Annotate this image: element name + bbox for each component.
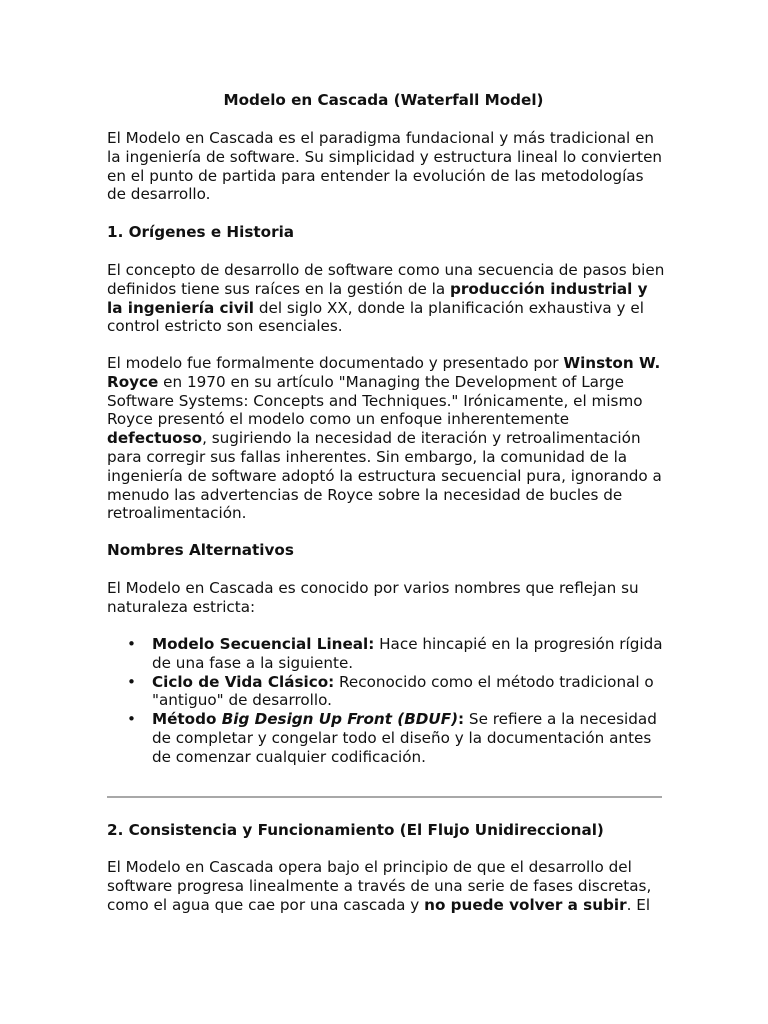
- bold-run: no puede volver a subir: [424, 895, 627, 914]
- text-run: . El: [626, 895, 651, 914]
- bullet-icon: •: [127, 710, 136, 729]
- text-run: El concepto de desarrollo de software como una secuencia de pasos bien definidos tiene sus raíces en la gestión de la: [107, 261, 665, 298]
- text-run: El modelo fue formalmente documentado y presentado por: [107, 354, 564, 372]
- list-desc: Hace hincapié en la progresión rígida de una fase a la siguiente.: [152, 635, 663, 672]
- document-title: Modelo en Cascada (Waterfall Model): [223, 91, 544, 109]
- consistency-paragraph: [107, 858, 667, 914]
- alt-names-list: [107, 635, 667, 767]
- origins-paragraph-2: [107, 354, 667, 523]
- bullet-icon: •: [127, 635, 136, 653]
- list-term: Ciclo de Vida Clásico:: [152, 672, 335, 691]
- list-item: [107, 635, 667, 673]
- origins-paragraph-1: [107, 261, 667, 336]
- horizontal-divider: [107, 796, 662, 798]
- alt-names-intro: El Modelo en Cascada es conocido por varios nombres que reflejan su naturaleza estricta:: [107, 579, 639, 616]
- text-run: del siglo XX, donde la planificación exhaustiva y el control estricto son esenciales.: [107, 298, 644, 336]
- bold-run: defectuoso: [107, 429, 203, 448]
- list-term: Modelo Secuencial Lineal:: [152, 635, 375, 653]
- text-run: en 1970 en su artículo "Managing the Development of Large Software Systems: Concepts and Techniques." Irónicamente, el mismo Royce presentó el modelo como un enfoque inherentemente: [107, 372, 643, 429]
- term-part: Método: [152, 710, 222, 729]
- section-heading-consistency: 2. Consistencia y Funcionamiento (El Flujo Unidireccional): [107, 821, 604, 839]
- list-term: [152, 710, 464, 728]
- list-item: [107, 710, 667, 766]
- term-italic-part: Big Design Up Front (BDUF): [221, 710, 459, 729]
- bold-run: producción industrial y la ingeniería civil: [107, 279, 648, 317]
- list-desc: Reconocido como el método tradicional o "antiguo" de desarrollo.: [152, 672, 654, 710]
- term-part: :: [458, 710, 465, 729]
- section-heading-alt-names: Nombres Alternativos: [107, 541, 294, 559]
- bold-run: Winston W. Royce: [107, 354, 661, 391]
- bullet-icon: •: [127, 672, 136, 691]
- list-desc: Se refiere a la necesidad de completar y congelar todo el diseño y la documentación antes de comenzar cualquier codificación.: [152, 710, 657, 766]
- text-run: , sugiriendo la necesidad de iteración y retroalimentación para corregir sus fallas inherentes. Sin embargo, la comunidad de la ingeniería de software adoptó la estructura secuencial pura, ignorando a menudo las advertencias de Royce sobre la necesidad de bucles de retroalimentación.: [107, 429, 662, 523]
- text-run: El Modelo en Cascada opera bajo el principio de que el desarrollo del software progresa linealmente a través de una serie de fases discretas, como el agua que cae por una cascada y: [107, 858, 652, 914]
- intro-paragraph: El Modelo en Cascada es el paradigma fundacional y más tradicional en la ingeniería de software. Su simplicidad y estructura lineal lo convierten en el punto de partida para entender la evolución de las metodologías de desarrollo.: [107, 129, 663, 204]
- list-item: [107, 673, 667, 711]
- section-heading-origins: 1. Orígenes e Historia: [107, 223, 295, 241]
